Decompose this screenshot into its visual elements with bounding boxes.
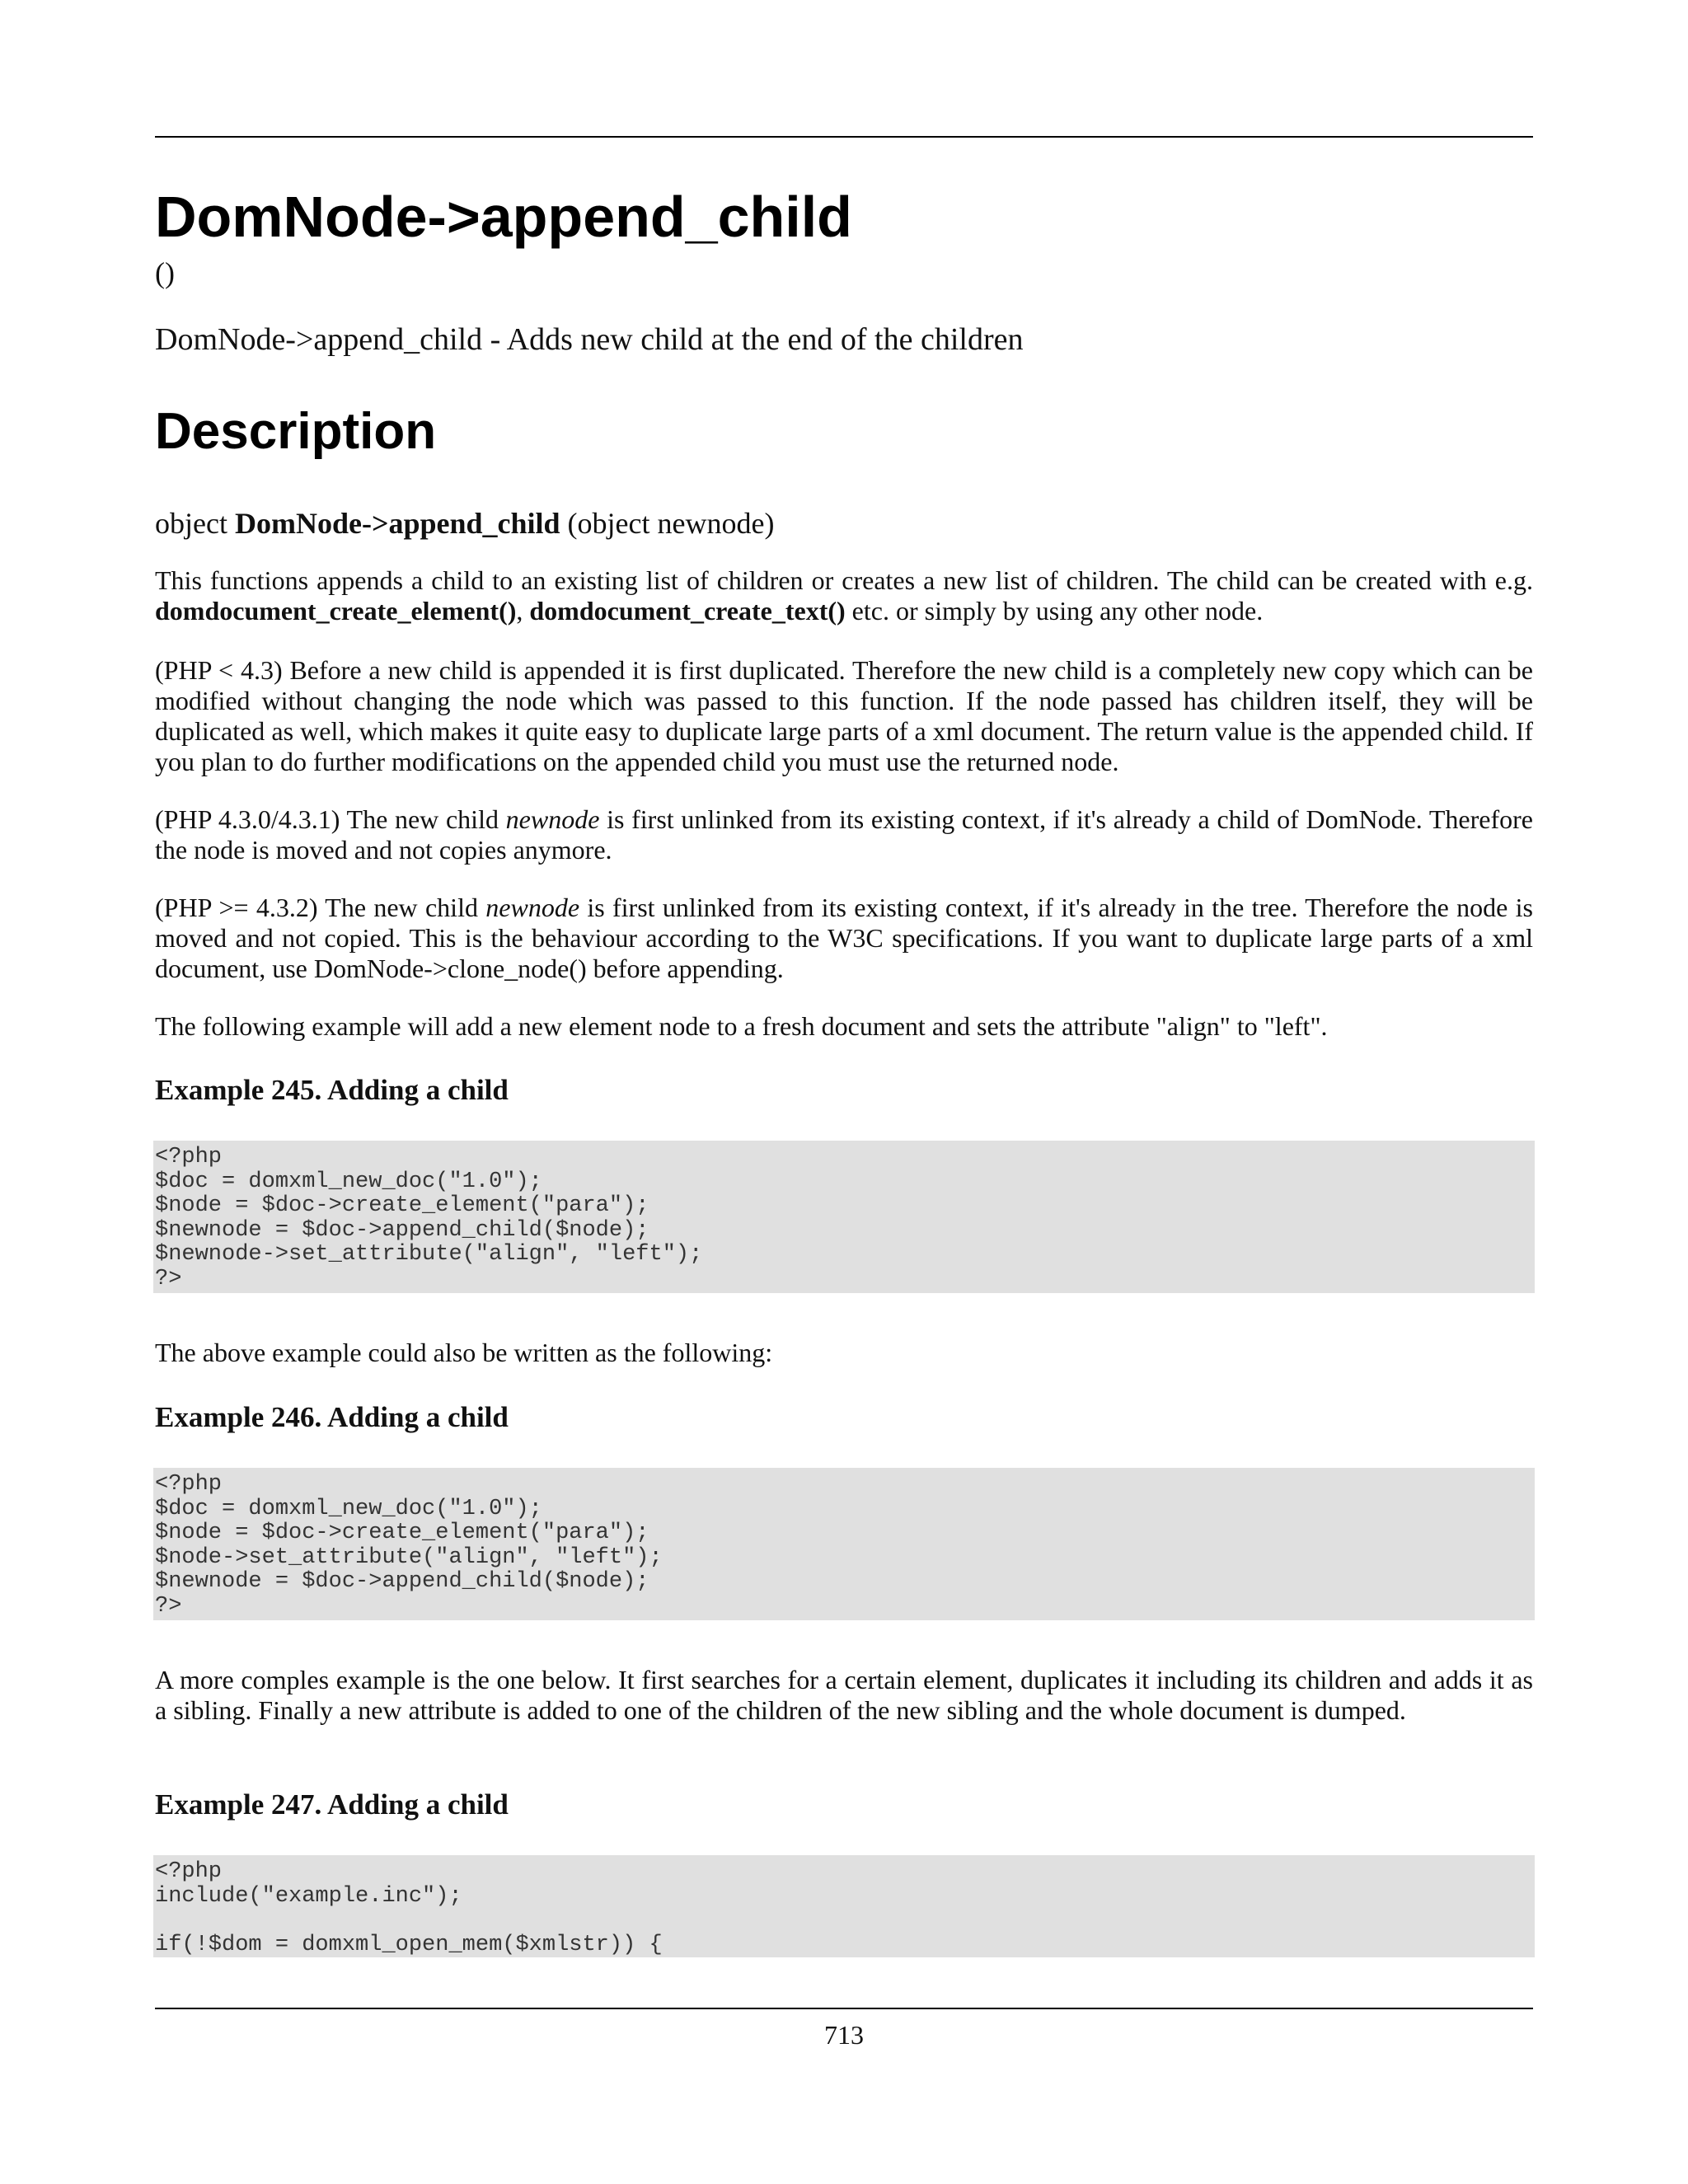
example-246-code: <?php $doc = domxml_new_doc("1.0"); $node = $doc->create_element("para"); $node->set_attribute("align", "left"); $newnode = $doc->append_child($node); ?> — [153, 1468, 1535, 1620]
title-parens: () — [155, 256, 175, 289]
function-synopsis — [155, 506, 774, 541]
synopsis-params: (object newnode) — [567, 507, 775, 540]
synopsis-return-type: object — [155, 507, 227, 540]
para1-sep: , — [516, 596, 530, 626]
example-245-title: Example 245. Adding a child — [155, 1074, 509, 1106]
synopsis-function-name: DomNode->append_child — [234, 507, 560, 540]
paragraph-complex-example: A more comples example is the one below. It first searches for a certain element, duplicates it including its children and adds it as a sibling. Finally a new attribute is added to one of the children of the new sibling and the whole document is dumped. — [155, 1665, 1533, 1725]
para3-text-a: (PHP 4.3.0/4.3.1) The new child — [155, 804, 506, 834]
paragraph-alternative: The above example could also be written as the following: — [155, 1338, 773, 1367]
paragraph-php-430 — [155, 804, 1533, 865]
para3-text-b: is first unlinked from its existing context, if it's already a child of DomNode. Therefore the node is moved and not copies anymore. — [155, 804, 1534, 865]
section-heading-description: Description — [155, 403, 437, 460]
para3-emphasis: newnode — [505, 804, 600, 834]
para1-text-a: This functions appends a child to an existing list of children or creates a new list of children. The child can be created with e.g. — [155, 565, 1533, 595]
document-page — [155, 0, 1533, 2184]
para4-text-a: (PHP >= 4.3.2) The new child — [155, 893, 486, 922]
page-number: 713 — [824, 2020, 864, 2050]
function-ref-create-element: domdocument_create_element() — [155, 596, 517, 626]
function-ref-create-text: domdocument_create_text() — [529, 596, 846, 626]
ref-purpose: DomNode->append_child - Adds new child at the end of the children — [155, 322, 1024, 357]
para1-text-b: etc. or simply by using any other node. — [845, 596, 1264, 626]
paragraph-intro — [155, 565, 1533, 626]
para4-emphasis: newnode — [485, 893, 580, 922]
para4-text-b: is first unlinked from its existing context, if it's already in the tree. Therefore the node is moved and not copied. This is the behaviour according to the W3C specifications. If you want to duplicate large parts of a xml document, use DomNode->clone_node() before appending. — [155, 893, 1534, 983]
header-rule — [155, 136, 1533, 138]
example-245-code: <?php $doc = domxml_new_doc("1.0"); $node = $doc->create_element("para"); $newnode = $doc->append_child($node); $newnode->set_attribute("align", "left"); ?> — [153, 1141, 1535, 1293]
page-title: DomNode->append_child — [155, 185, 852, 249]
example-247-title: Example 247. Adding a child — [155, 1788, 509, 1821]
paragraph-php-lt-43: (PHP < 4.3) Before a new child is appended it is first duplicated. Therefore the new child is a completely new copy which can be modified without changing the node which was passed to this function. If the node passed has children itself, they will be duplicated as well, which makes it quite easy to duplicate large parts of a xml document. The return value is the appended child. If you plan to do further modifications on the appended child you must use the returned node. — [155, 655, 1533, 776]
paragraph-php-432 — [155, 893, 1533, 984]
paragraph-example-intro: The following example will add a new element node to a fresh document and sets the attribute "align" to "left". — [155, 1011, 1328, 1041]
example-247-code: <?php include("example.inc"); if(!$dom = domxml_open_mem($xmlstr)) { — [153, 1855, 1535, 1957]
footer-rule — [155, 2008, 1533, 2009]
example-246-title: Example 246. Adding a child — [155, 1401, 509, 1433]
